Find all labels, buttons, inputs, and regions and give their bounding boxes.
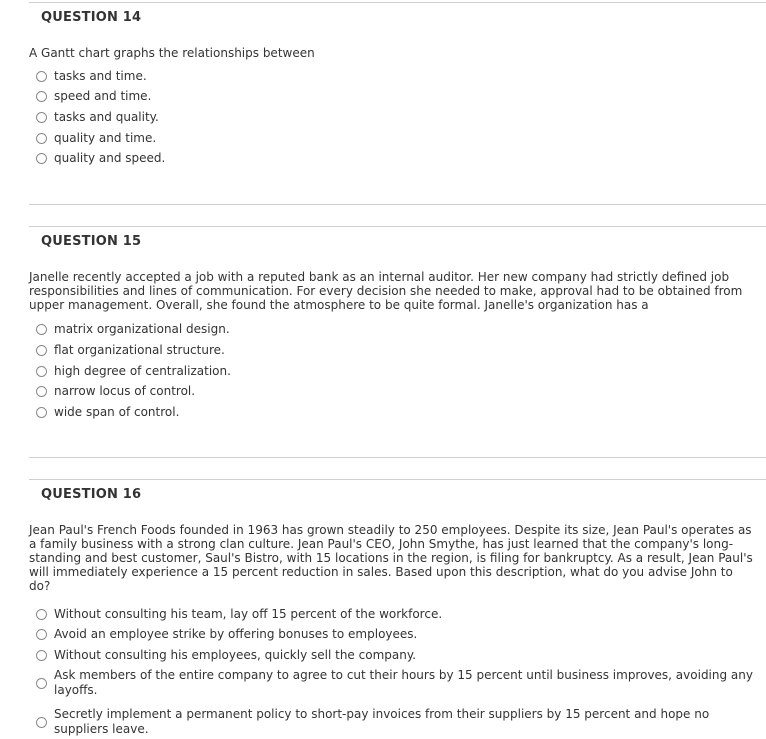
question-15-text: Janelle recently accepted a job with a reputed bank as an internal auditor. Her new company had strictly defined job responsibilities and lines of communication. For every decision she needed to make, approval had to be obtained from upper management. Overall, she found the atmosphere to be quite formal. Janelle's organization has a — [29, 270, 743, 312]
option-label: speed and time. — [54, 89, 152, 103]
radio-button[interactable] — [36, 345, 47, 356]
question-15-top-divider — [29, 226, 766, 227]
option-label: flat organizational structure. — [54, 343, 225, 357]
question-15-option-1[interactable] — [36, 322, 756, 337]
question-14-option-1[interactable] — [36, 69, 756, 84]
radio-button[interactable] — [36, 91, 47, 102]
option-label: wide span of control. — [54, 405, 180, 419]
question-14-option-5[interactable] — [36, 151, 756, 166]
question-14-text: A Gantt chart graphs the relationships between — [29, 46, 315, 60]
question-16-option-2[interactable] — [36, 627, 756, 642]
radio-button[interactable] — [36, 629, 47, 640]
question-16-option-5[interactable] — [36, 707, 756, 737]
question-16-option-3[interactable] — [36, 648, 756, 663]
question-15-option-4[interactable] — [36, 384, 756, 399]
question-14-option-2[interactable] — [36, 89, 756, 104]
radio-button[interactable] — [36, 407, 47, 418]
option-label: tasks and quality. — [54, 110, 159, 124]
question-14-option-4[interactable] — [36, 131, 756, 146]
radio-button[interactable] — [36, 609, 47, 620]
option-label: quality and time. — [54, 131, 157, 145]
option-label: Ask members of the entire company to agree to cut their hours by 15 percent until business improves, avoiding any layoffs. — [54, 668, 753, 697]
question-14-top-divider — [29, 2, 766, 3]
radio-button[interactable] — [36, 366, 47, 377]
question-14-title: QUESTION 14 — [41, 10, 142, 25]
radio-button[interactable] — [36, 133, 47, 144]
radio-button[interactable] — [36, 386, 47, 397]
option-label: Without consulting his team, lay off 15 percent of the workforce. — [54, 607, 443, 621]
question-16-text: Jean Paul's French Foods founded in 1963 has grown steadily to 250 employees. Despite its size, Jean Paul's operates as a family business with a strong clan culture. Jean Paul's CEO, John Smythe, has just learned that the company's long-standing and best customer, Saul's Bistro, with 15 locations in the region, is filing for bankruptcy. As a result, Jean Paul's will immediately experience a 15 percent reduction in sales. Based upon this description, what do you advise John to do? — [29, 523, 753, 593]
question-15-option-5[interactable] — [36, 405, 756, 420]
question-15-title: QUESTION 15 — [41, 234, 142, 249]
question-14-option-3[interactable] — [36, 110, 756, 125]
question-16-option-4[interactable] — [36, 668, 756, 698]
option-label: narrow locus of control. — [54, 384, 196, 398]
radio-button[interactable] — [36, 678, 47, 689]
radio-button[interactable] — [36, 324, 47, 335]
question-15-bottom-divider — [29, 457, 766, 458]
question-14-bottom-divider — [29, 204, 766, 205]
question-16-option-1[interactable] — [36, 607, 756, 622]
option-label: tasks and time. — [54, 69, 147, 83]
radio-button[interactable] — [36, 650, 47, 661]
option-label: high degree of centralization. — [54, 364, 231, 378]
option-label: Avoid an employee strike by offering bonuses to employees. — [54, 627, 418, 641]
radio-button[interactable] — [36, 71, 47, 82]
radio-button[interactable] — [36, 112, 47, 123]
question-16-top-divider — [29, 479, 766, 480]
option-label: Secretly implement a permanent policy to short-pay invoices from their suppliers by 15 percent and hope no suppliers leave. — [54, 707, 710, 736]
question-15-option-2[interactable] — [36, 343, 756, 358]
question-15-option-3[interactable] — [36, 364, 756, 379]
option-label: quality and speed. — [54, 151, 166, 165]
option-label: Without consulting his employees, quickly sell the company. — [54, 648, 417, 662]
option-label: matrix organizational design. — [54, 322, 230, 336]
radio-button[interactable] — [36, 153, 47, 164]
radio-button[interactable] — [36, 717, 47, 728]
question-16-title: QUESTION 16 — [41, 487, 142, 502]
